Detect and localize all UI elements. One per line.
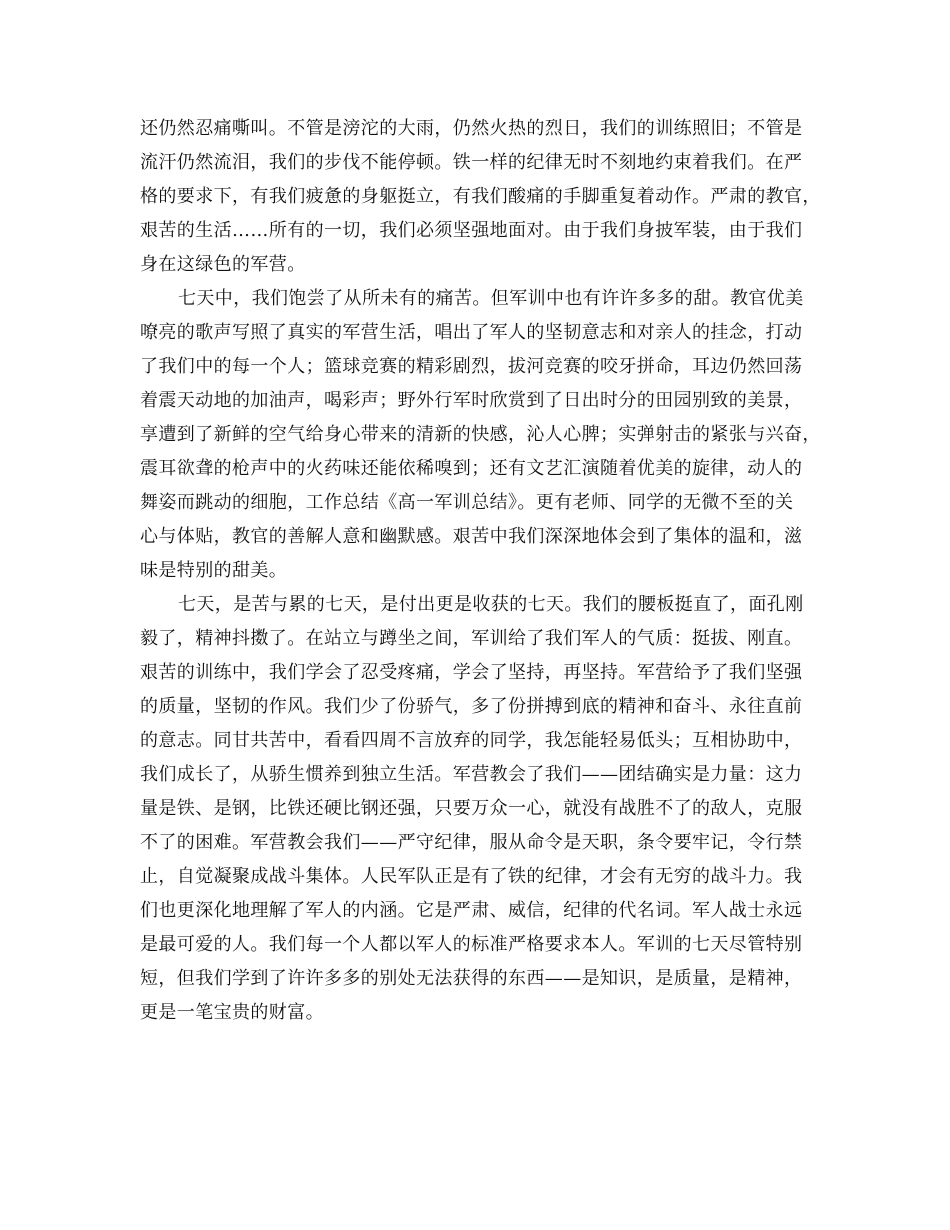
text-line: 格的要求下，有我们疲惫的身躯挺立，有我们酸痛的手脚重复着动作。严肃的教官， — [140, 186, 821, 207]
text-line: 七天中，我们饱尝了从所未有的痛苦。但军训中也有许许多多的甜。教官优美 — [178, 288, 804, 309]
text-line: 着震天动地的加油声，喝彩声；野外行军时欣赏到了日出时分的田园别致的美景， — [140, 390, 803, 411]
text-line: 不了的困难。军营教会我们——严守纪律，服从命令是天职，条令要牢记，令行禁 — [140, 832, 803, 853]
text-line: 我们成长了，从骄生惯养到独立生活。军营教会了我们——团结确实是力量：这力 — [140, 764, 803, 785]
text-line: 短，但我们学到了许许多多的别处无法获得的东西——是知识，是质量，是精神， — [140, 968, 803, 989]
document-body — [140, 112, 820, 1030]
text-line: 嘹亮的歌声写照了真实的军营生活，唱出了军人的坚韧意志和对亲人的挂念，打动 — [140, 322, 803, 343]
text-line: 心与体贴，教官的善解人意和幽默感。艰苦中我们深深地体会到了集体的温和，滋 — [140, 526, 803, 547]
text-line: 味是特别的甜美。 — [140, 560, 288, 581]
text-line: 毅了，精神抖擞了。在站立与蹲坐之间，军训给了我们军人的气质：挺拔、刚直。 — [140, 628, 803, 649]
text-line: 艰苦的生活……所有的一切，我们必须坚强地面对。由于我们身披军装，由于我们 — [140, 220, 803, 241]
text-line: 震耳欲聋的枪声中的火药味还能依稀嗅到；还有文艺汇演随着优美的旋律，动人的 — [140, 458, 803, 479]
text-line: 止，自觉凝聚成战斗集体。人民军队正是有了铁的纪律，才会有无穷的战斗力。我 — [140, 866, 803, 887]
text-line: 享遭到了新鲜的空气给身心带来的清新的快感，沁人心脾；实弹射击的紧张与兴奋， — [140, 424, 821, 445]
text-line: 是最可爱的人。我们每一个人都以军人的标准严格要求本人。军训的七天尽管特别 — [140, 934, 803, 955]
text-line: 更是一笔宝贵的财富。 — [140, 1002, 324, 1023]
text-line: 舞姿而跳动的细胞，工作总结《高一军训总结》。更有老师、同学的无微不至的关 — [140, 492, 794, 513]
text-line: 身在这绿色的军营。 — [140, 254, 306, 275]
paragraph — [140, 588, 820, 1030]
text-line: 了我们中的每一个人；篮球竞赛的精彩剧烈，拔河竞赛的咬牙拼命，耳边仍然回荡 — [140, 356, 803, 377]
text-line: 还仍然忍痛嘶叫。不管是滂沱的大雨，仍然火热的烈日，我们的训练照旧；不管是 — [140, 118, 803, 139]
text-line: 们也更深化地理解了军人的内涵。它是严肃、威信，纪律的代名词。军人战士永远 — [140, 900, 803, 921]
paragraph — [140, 282, 820, 588]
text-line: 量是铁、是钢，比铁还硬比钢还强，只要万众一心，就没有战胜不了的敌人，克服 — [140, 798, 803, 819]
text-line: 艰苦的训练中，我们学会了忍受疼痛，学会了坚持，再坚持。军营给予了我们坚强 — [140, 662, 803, 683]
text-line: 的质量，坚韧的作风。我们少了份骄气，多了份拼搏到底的精神和奋斗、永往直前 — [140, 696, 803, 717]
text-line: 七天，是苦与累的七天，是付出更是收获的七天。我们的腰板挺直了，面孔刚 — [178, 594, 804, 615]
text-line: 流汗仍然流泪，我们的步伐不能停顿。铁一样的纪律无时不刻地约束着我们。在严 — [140, 152, 803, 173]
text-line: 的意志。同甘共苦中，看看四周不言放弃的同学，我怎能轻易低头；互相协助中， — [140, 730, 803, 751]
paragraph — [140, 112, 820, 282]
